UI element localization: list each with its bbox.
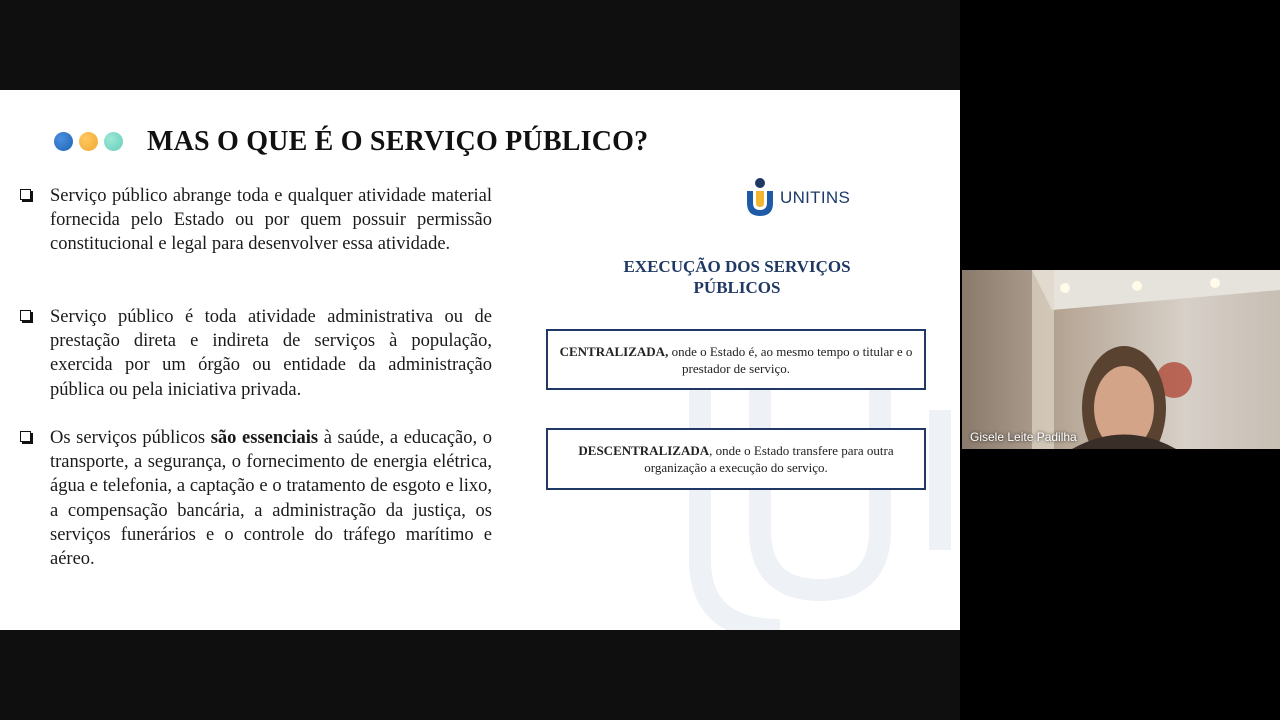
centralized-box [546,329,926,390]
bullet-text-end: à saúde, a educação, o transporte, a segurança, o fornecimento de energia elétrica, água e telefonia, a captação e o tratamento de esgoto e lixo, a compensação bancária, a administração da justiça, os serviços funerários e o controle do tráfego marítimo e aéreo. [50,428,493,570]
checkbox-bullet-icon [20,431,31,442]
unitins-logo [744,177,854,219]
participant-name-label: Gisele Leite Padilha [970,430,1077,444]
centralized-label: CENTRALIZADA, [559,343,669,359]
decentralized-label: DESCENTRALIZADA [578,443,710,458]
teal-dot-icon [104,132,123,151]
bullet-item [18,305,492,402]
bullet-text-start: Os serviços públicos [50,428,211,448]
execution-heading [600,256,874,298]
execution-heading-line1: EXECUÇÃO DOS SERVIÇOS [623,257,851,276]
bullet-item [18,184,492,257]
slide-title: MAS O QUE É O SERVIÇO PÚBLICO? [147,126,649,157]
bullet-text: Serviço público é toda atividade administrativa ou de prestação direta e indireta de serviços à população, exercida por um órgão ou entidade da administração pública ou pela iniciativa privada. [50,307,492,400]
checkbox-bullet-icon [20,310,31,321]
bullet-item [18,426,492,571]
bullet-text: Serviço público abrange toda e qualquer atividade material fornecida pelo Estado ou por quem possuir permissão constitucional e legal para desenvolver essa atividade. [50,186,492,255]
decentralized-text [556,442,916,476]
centralized-description: onde o Estado é, ao mesmo tempo o titular e o prestador de serviço. [668,343,913,376]
decentralized-description: , onde o Estado transfere para outra organização a execução do serviço. [644,443,894,475]
participant-video-frame [962,270,1280,449]
bullet-text-bold: são essenciais [210,428,319,448]
execution-heading-line2: PÚBLICOS [693,278,781,297]
bullet-text [50,426,492,571]
unitins-logo-icon [744,177,780,219]
orange-dot-icon [79,132,98,151]
logo-text: UNITINS [780,188,851,207]
presentation-slide [0,90,960,630]
participant-video-tile[interactable] [962,270,1280,449]
decentralized-box [546,428,926,490]
blue-dot-icon [54,132,73,151]
centralized-text [556,343,916,377]
checkbox-bullet-icon [20,189,31,200]
